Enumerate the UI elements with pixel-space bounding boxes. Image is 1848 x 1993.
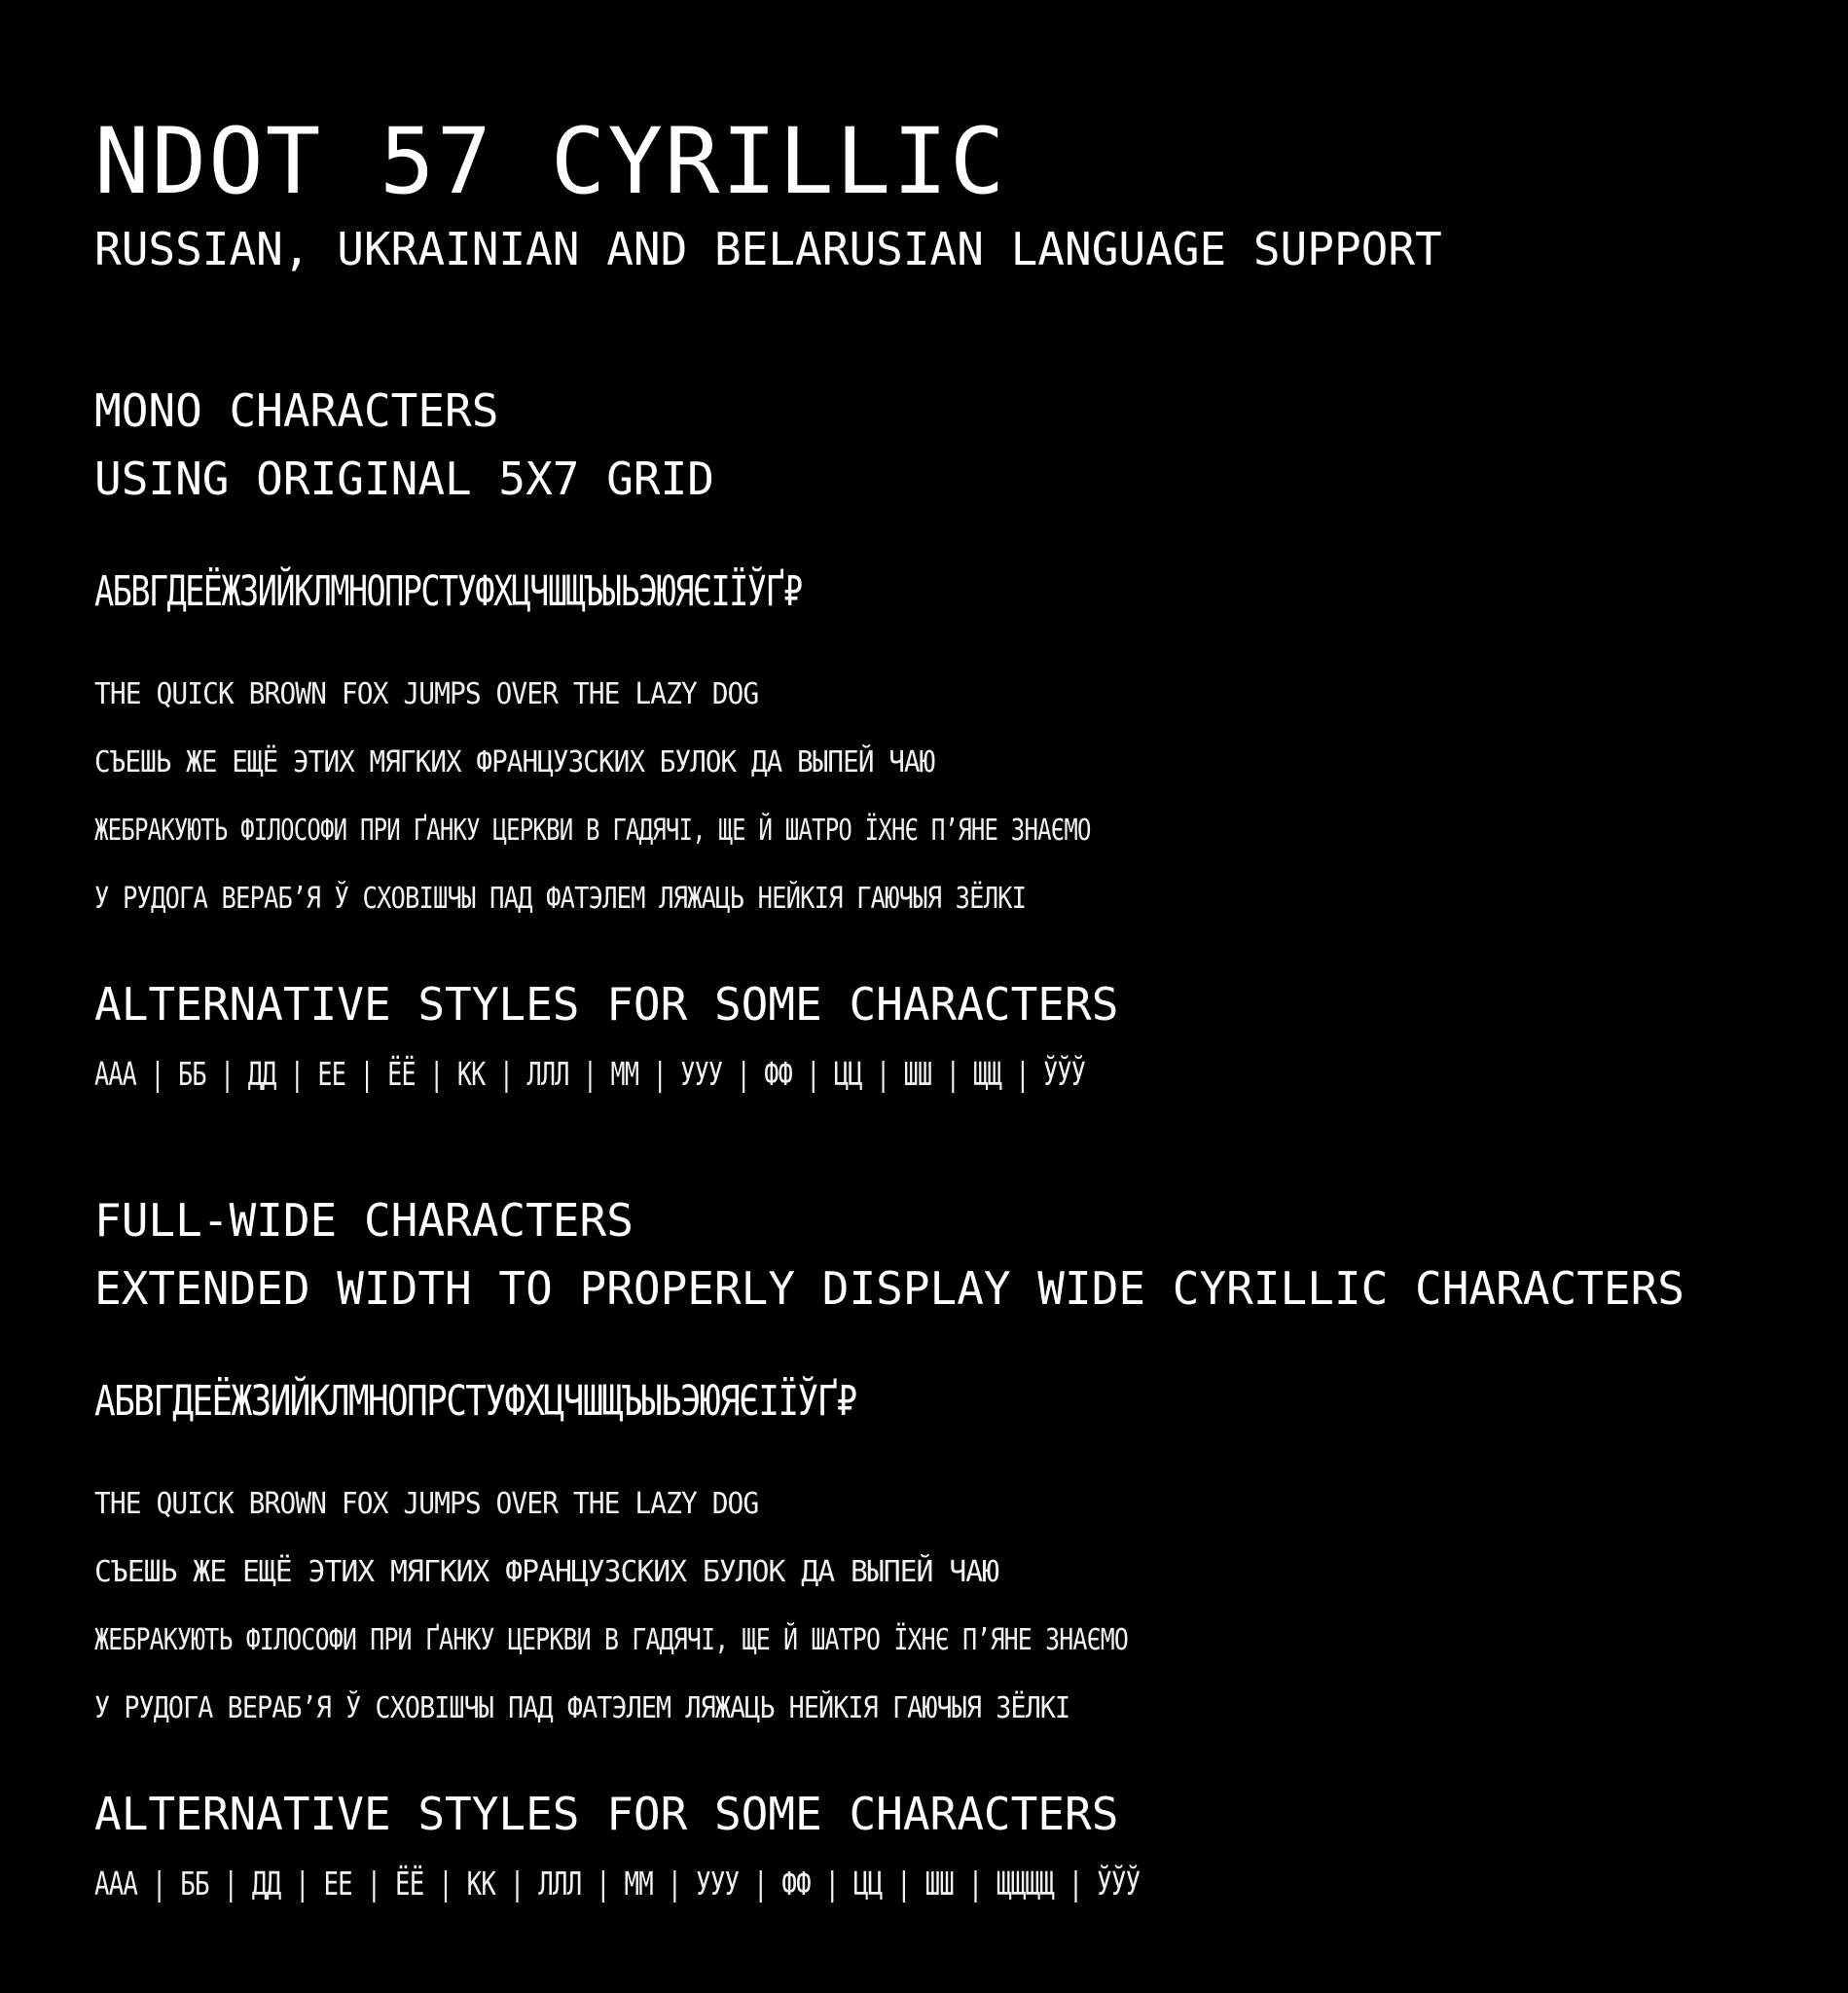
- mono-alternatives: ААА | ББ | ДД | ЕЕ | ЁЁ | КК | ЛЛЛ | ММ | УУУ | ФФ | ЦЦ | ШШ | ЩЩ | ЎЎЎ: [94, 1055, 1086, 1093]
- wide-alphabet: АБВГДЕЁЖЗИЙКЛМНОПРСТУФХЦЧШЩЪЫЬЭЮЯЄІЇЎҐ₽: [94, 1377, 856, 1426]
- wide-section-heading: FULL-WIDE CHARACTERS: [94, 1194, 634, 1247]
- mono-pangram-belarusian: У РУДОГА ВЕРАБ’Я Ў СХОВІШЧЫ ПАД ФАТЭЛЕМ ЛЯЖАЦЬ НЕЙКІЯ ГАЮЧЫЯ ЗЁЛКІ: [94, 882, 1027, 916]
- mono-alphabet: АБВГДЕЁЖЗИЙКЛМНОПРСТУФХЦЧШЩЪЫЬЭЮЯЄІЇЎҐ₽: [94, 567, 802, 616]
- mono-alternatives-heading: ALTERNATIVE STYLES FOR SOME CHARACTERS: [94, 978, 1119, 1031]
- wide-pangram-english: THE QUICK BROWN FOX JUMPS OVER THE LAZY DOG: [94, 1487, 759, 1521]
- wide-pangram-ukrainian: ЖЕБРАКУЮТЬ ФІЛОСОФИ ПРИ ҐАНКУ ЦЕРКВИ В ГАДЯЧІ, ЩЕ Й ШАТРО ЇХНЄ П’ЯНЕ ЗНАЄМО: [94, 1623, 1129, 1657]
- mono-pangram-ukrainian: ЖЕБРАКУЮТЬ ФІЛОСОФИ ПРИ ҐАНКУ ЦЕРКВИ В ГАДЯЧІ, ЩЕ Й ШАТРО ЇХНЄ П’ЯНЕ ЗНАЄМО: [94, 814, 1091, 848]
- mono-section-heading: MONO CHARACTERS: [94, 384, 499, 437]
- wide-pangram-belarusian: У РУДОГА ВЕРАБ’Я Ў СХОВІШЧЫ ПАД ФАТЭЛЕМ ЛЯЖАЦЬ НЕЙКІЯ ГАЮЧЫЯ ЗЁЛКІ: [94, 1691, 1070, 1725]
- page-title: NDOT 57 CYRILLIC: [94, 109, 1007, 215]
- wide-pangram-russian: СЪЕШЬ ЖЕ ЕЩЁ ЭТИХ МЯГКИХ ФРАНЦУЗСКИХ БУЛОК ДА ВЫПЕЙ ЧАЮ: [94, 1555, 999, 1589]
- mono-section-subheading: USING ORIGINAL 5X7 GRID: [94, 453, 714, 505]
- wide-alternatives-heading: ALTERNATIVE STYLES FOR SOME CHARACTERS: [94, 1788, 1119, 1840]
- page-subtitle: RUSSIAN, UKRAINIAN AND BELARUSIAN LANGUAGE SUPPORT: [94, 223, 1442, 275]
- wide-alternatives: ААА | ББ | ДД | ЕЕ | ЁЁ | КК | ЛЛЛ | ММ | УУУ | ФФ | ЦЦ | ШШ | ЩЩЩЩ | ЎЎЎ: [94, 1865, 1141, 1902]
- mono-pangram-russian: СЪЕШЬ ЖЕ ЕЩЁ ЭТИХ МЯГКИХ ФРАНЦУЗСКИХ БУЛОК ДА ВЫПЕЙ ЧАЮ: [94, 745, 935, 779]
- wide-section-subheading: EXTENDED WIDTH TO PROPERLY DISPLAY WIDE CYRILLIC CHARACTERS: [94, 1262, 1685, 1315]
- mono-pangram-english: THE QUICK BROWN FOX JUMPS OVER THE LAZY DOG: [94, 677, 759, 711]
